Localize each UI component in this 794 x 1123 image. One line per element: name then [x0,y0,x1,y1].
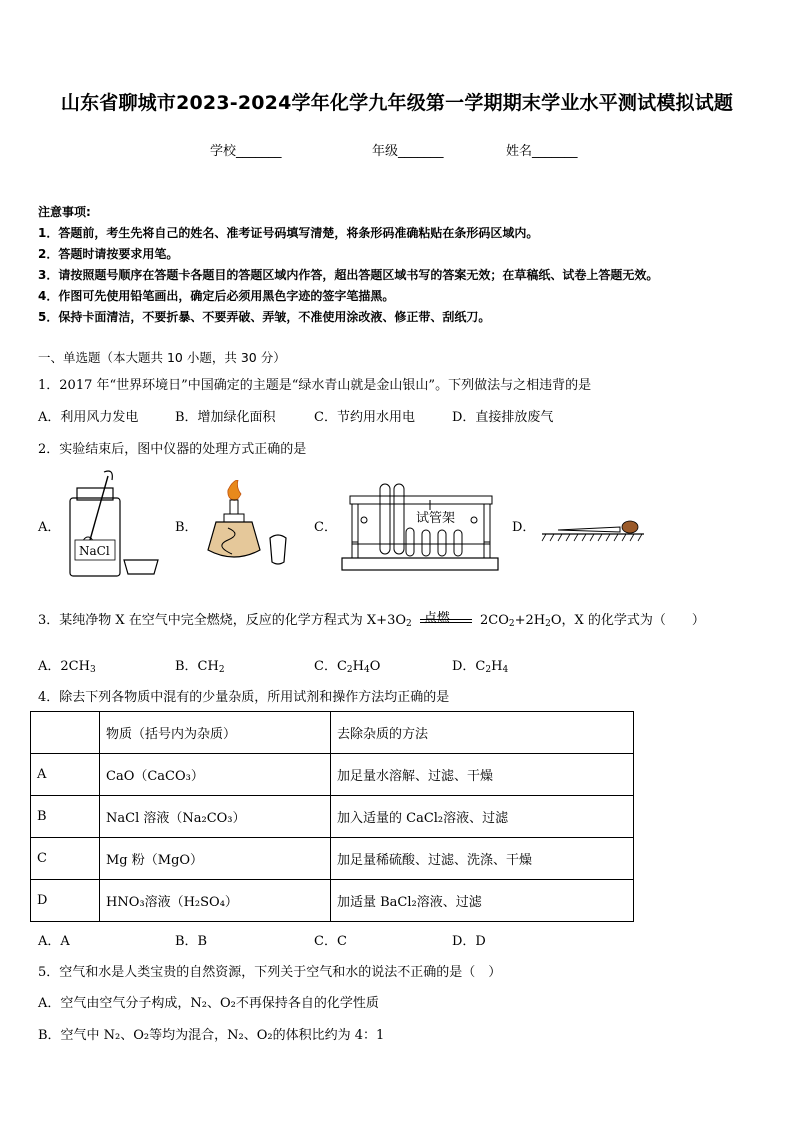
notice-item-5: 5．保持卡面清洁，不要折暴、不要弄破、弄皱，不准使用涂改液、修正带、刮纸刀。 [38,310,491,324]
q4-option-b[interactable]: B．B [175,934,208,949]
q4-option-c[interactable]: C．C [314,934,347,949]
q3-option-a[interactable]: A．$2CH_3$ [38,659,96,675]
nacl-label: NaCl [79,544,110,558]
row-label: B [31,796,100,838]
row-substance: Mg 粉（MgO） [100,838,331,880]
notice-item-3: 3．请按照题号顺序在答题卡各题目的答题区域内作答，超出答题区域书写的答案无效；在草稿纸、试卷上答题无效。 [38,268,659,282]
q1-option-d[interactable]: D．直接排放废气 [452,410,554,425]
q1-option-a[interactable]: A．利用风力发电 [38,410,139,425]
reaction-condition: 点燃 [423,611,450,626]
q1-option-c[interactable]: C．节约用水用电 [314,410,415,425]
question-2: 2．实验结束后，图中仪器的处理方式正确的是 [38,442,307,457]
reagent-bottle-figure [60,470,170,582]
row-substance: NaCl 溶液（Na₂CO₃） [100,796,331,838]
row-method: 加入适量的 CaCl₂溶液、过滤 [331,796,634,838]
q1-option-b[interactable]: B．增加绿化面积 [175,410,276,425]
table-header-row [31,712,634,754]
row-substance: CaO（CaCO₃） [100,754,331,796]
page-title: 山东省聊城市2023-2024学年化学九年级第一学期期末学业水平测试模拟试题 [60,92,734,114]
table-header-cell: 去除杂质的方法 [331,712,634,754]
q4-option-d[interactable]: D．D [452,934,486,949]
notice-heading: 注意事项: [38,205,91,219]
q5-option-b[interactable]: B．空气中 N₂、O₂等均为混合，N₂、O₂的体积比约为 4：1 [38,1028,385,1043]
row-label: D [31,880,100,922]
row-method: 加适量 BaCl₂溶液、过滤 [331,880,634,922]
test-tube-rack-figure [340,480,502,576]
impurity-table [30,711,634,922]
row-label: A [31,754,100,796]
notice-item-1: 1．答题前，考生先将自己的姓名、准考证号码填写清楚，将条形码准确粘贴在条形码区域内。 [38,226,539,240]
alcohol-lamp-figure [198,480,298,572]
name-field[interactable]: 姓名_______ [506,144,578,159]
question-1: 1．2017 年“世界环境日”中国确定的主题是“绿水青山就是金山银山”。下列做法与之相违背的是 [38,378,592,393]
q3-option-c[interactable]: C．$C_2H_4O$ [314,659,381,675]
q3-option-b[interactable]: B．$CH_2$ [175,659,225,675]
notice-item-2: 2．答题时请按要求用笔。 [38,247,179,261]
row-label: C [31,838,100,880]
table-row [31,796,634,838]
q5-option-a[interactable]: A．空气由空气分子构成，N₂、O₂不再保持各自的化学性质 [38,996,379,1011]
question-3: 3．某纯净物 X 在空气中完全燃烧，反应的化学方程式为 $X+3O_2$ 点燃 $2CO_2+2H_2O$，X 的化学式为（ ） [38,609,705,628]
q2-label-b[interactable]: B． [175,520,198,535]
q4-option-a[interactable]: A．A [38,934,70,949]
table-row [31,880,634,922]
q2-label-c[interactable]: C． [314,520,337,535]
row-method: 加足量稀硫酸、过滤、洗涤、干燥 [331,838,634,880]
row-method: 加足量水溶解、过滤、干燥 [331,754,634,796]
notice-item-4: 4．作图可先使用铅笔画出，确定后必须用黑色字迹的签字笔描黑。 [38,289,395,303]
grade-field[interactable]: 年级_______ [372,144,444,159]
section-heading: 一、单选题（本大题共 10 小题，共 30 分） [38,350,286,365]
rack-label: 试管架 [416,511,456,526]
table-row [31,754,634,796]
table-row [31,838,634,880]
dropper-figure [540,514,650,544]
row-substance: HNO₃溶液（H₂SO₄） [100,880,331,922]
question-4: 4．除去下列各物质中混有的少量杂质，所用试剂和操作方法均正确的是 [38,690,450,705]
q3-option-d[interactable]: D．$C_2H_4$ [452,659,509,675]
table-header-cell [31,712,100,754]
table-header-cell: 物质（括号内为杂质） [100,712,331,754]
q2-label-d[interactable]: D． [512,520,536,535]
school-field[interactable]: 学校_______ [210,144,282,159]
question-5: 5．空气和水是人类宝贵的自然资源，下列关于空气和水的说法不正确的是（ ） [38,965,502,980]
q2-label-a[interactable]: A． [38,520,61,535]
